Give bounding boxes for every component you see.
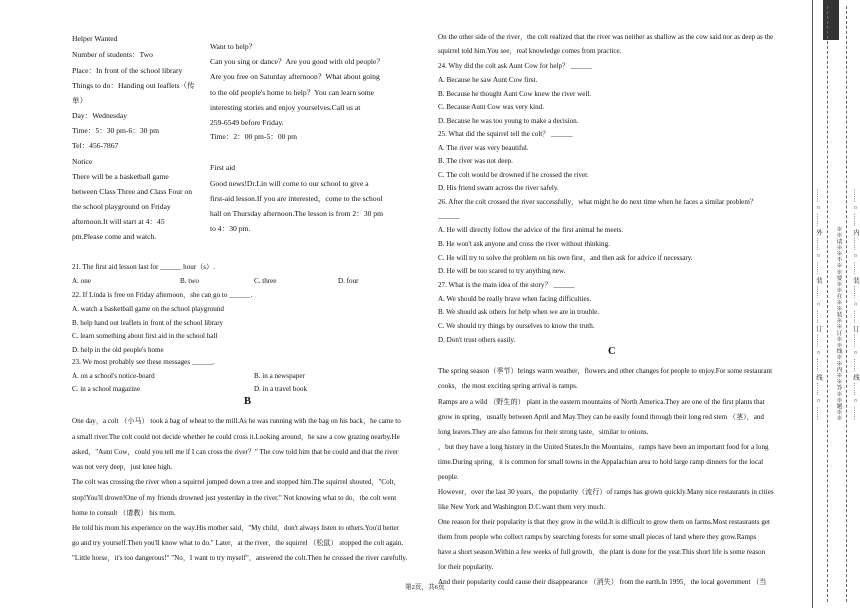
option-d: D. help in the old people's home — [72, 346, 164, 354]
passage-line: ，but they have a long history in the United States.In the Mountains，ramps have been an important food for a long — [438, 443, 769, 451]
option-b: B. in a newspaper — [254, 372, 305, 380]
question-22: 22. If Linda is free on Friday afternoon，she can go to ______. — [72, 291, 253, 299]
notice-line: the school playground on Friday — [72, 202, 171, 211]
passage-line: grow in spring，usually between April and May.They can be easily found through their long red stem （茎），and — [438, 413, 764, 421]
option-b: B. The river was not deep. — [438, 157, 513, 165]
option-c: C. in a school magazine — [72, 385, 140, 393]
option-a: A. Because he saw Aunt Cow first. — [438, 76, 538, 84]
notice-line: Notice — [72, 157, 93, 166]
notice-line: Helper Wanted — [72, 34, 118, 43]
notice-line: afternoon.It will start at 4：45 — [72, 217, 165, 226]
notice-line: hall on Thursday afternoon.The lesson is from 2：30 pm — [210, 209, 384, 218]
passage-line: for their popularity. — [438, 563, 494, 571]
notice-line: Time：2：00 pm-5：00 pm — [210, 132, 298, 141]
option-b: B. He won't ask anyone and cross the river without thinking. — [438, 240, 610, 248]
passage-line: go and try yourself.Then you'll know what to do." Later，at the river，the squirrel （松鼠） stopped the colt again. — [72, 539, 404, 547]
notice-line: First aid — [210, 163, 236, 172]
option-b: B. help hand out leaflets in front of the school library — [72, 319, 224, 327]
passage-line: The spring season（季节）brings warm weather，flowers and other changes for people to enjoy.For some restaurant — [438, 367, 773, 375]
passage-line: people. — [438, 473, 459, 481]
notice-line: Things to do：Handing out leaflets（传 — [72, 81, 195, 90]
answer-blank: ______ — [438, 212, 460, 220]
question-23: 23. We most probably see these messages ______. — [72, 358, 215, 366]
option-a: A. one — [72, 277, 91, 285]
passage-line: squirrel told him.You see，real knowledge comes from practice. — [438, 47, 622, 55]
question-21: 21. The first aid lesson last for ______ hour（s）. — [72, 263, 215, 271]
notice-line: first-aid lesson.If you are interested，come to the school — [210, 194, 383, 203]
question-25: 25. What did the squirrel tell the colt？ ______ — [438, 130, 573, 138]
passage-line: And their popularity could cause their disappearance （消失） from the earth.In 1995，the local government （当 — [438, 578, 767, 586]
option-c: C. Because Aunt Cow was very kind. — [438, 103, 544, 111]
passage-line: have a short season.Within a few weeks of full growth，the plant is done for the year.This short life is some reason — [438, 548, 766, 556]
option-b: B. two — [180, 277, 199, 285]
option-c: C. three — [254, 277, 277, 285]
passage-line: One reason for their popularity is that they grow in the wild.It is difficult to grow them on farms.Most restaurants get — [438, 518, 771, 526]
option-d: D. four — [338, 277, 359, 285]
passage-line: time.During spring，it is common for small towns in the Appalachian area to hold large ramp dinners for the local — [438, 458, 764, 466]
notice-line: Can you sing or dance？Are you good with old people？ — [210, 57, 384, 66]
passage-line: On the other side of the river，the colt realized that the river was neither as shallow as the cow said nor as deep as the — [438, 33, 774, 41]
passage-line: cooks，the most exciting spring arrival is ramps. — [438, 382, 578, 390]
option-c: C. learn something about first aid in the school hall — [72, 332, 218, 340]
passage-line: However，over the last 30 years，the popularity（流行）of ramps has grown quickly.Many nice restaurants in cities — [438, 488, 774, 496]
option-a: A. He will directly follow the advice of the first animal he meets. — [438, 226, 624, 234]
passage-line: "Little horse，it's too dangerous!" "No，I want to try myself"，answered the colt.Then he crossed the river carefully. — [72, 554, 408, 562]
page-number: 第2页，共6页 — [405, 584, 445, 591]
binding-dashed-line — [827, 6, 828, 602]
notice-line: 259-6549 before Friday. — [210, 118, 284, 127]
option-a: A. We should be really brave when facing difficulties. — [438, 295, 592, 303]
passage-line: a small river.The colt could not decide whether he could cross it.Looking around，he saw a cow grazing nearby.He — [72, 433, 400, 441]
notice-line: to 4：30 pm. — [210, 224, 251, 233]
notice-line: Good news!Dr.Lin will come to our school to give a — [210, 179, 369, 188]
passage-line: long leaves.They are also famous for their strong taste，similar to onions. — [438, 428, 649, 436]
question-26: 26. After the colt crossed the river successfully，what might he do next time when he faces a similar problem？ — [438, 198, 757, 206]
option-a: A. on a school's notice-board — [72, 372, 155, 380]
notice-line: interesting stories and enjoy yourselves.Call us at — [210, 103, 361, 112]
notice-line: Want to help？ — [210, 42, 257, 51]
question-27: 27. What is the main idea of the story？ ______ — [438, 281, 575, 289]
notice-line: Time：5：30 pm-6：30 pm — [72, 126, 160, 135]
option-b: B. We should ask others for help when we are in trouble. — [438, 308, 600, 316]
section-heading-b: B — [244, 396, 252, 407]
option-b: B. Because he thought Aunt Cow knew the river well. — [438, 90, 592, 98]
binding-marker — [823, 0, 839, 40]
notice-line: to the old people's home to help？You can learn some — [210, 88, 375, 97]
option-d: D. He will be too scared to try anything new. — [438, 267, 566, 275]
passage-line: He told his mom his experience on the way.His mother said，"My child，don't always listen to others.You'd better — [72, 524, 399, 532]
notice-line: pm.Please come and watch. — [72, 232, 157, 241]
binding-outer-line-label: …… ○ …… 外 …… ○ …… 装 …… ○ …… 订 …… ○ …… 线 …… ○ …… — [815, 189, 822, 421]
passage-line: The colt was crossing the river when a squirrel jumped down a tree and stopped him.The squirrel shouted，"Colt， — [72, 478, 401, 486]
notice-line: Day：Wednesday — [72, 111, 128, 120]
binding-warning: ※※请※※不※※要※※在※※装※※订※※线※※内※※答※※题※※ — [835, 226, 841, 422]
passage-line: Ramps are a wild （野生的） plant in the eastern mountains of North America.They are one of the first plants that — [438, 398, 765, 406]
option-c: C. We should try things by ourselves to know the truth. — [438, 322, 595, 330]
option-d: D. Don't trust others easily. — [438, 336, 516, 344]
option-d: D. Because he was too young to make a decision. — [438, 117, 579, 125]
passage-line: stop!You'll drown!One of my friends drowned just yesterday in the river." Not knowing what to do，the colt went — [72, 494, 397, 502]
notice-line: There will be a basketball game — [72, 172, 169, 181]
option-c: C. The colt would be drowned if he crossed the river. — [438, 171, 589, 179]
passage-line: asked，"Aunt Cow，could you tell me if I can cross the river？" The cow told him that he could and that the river — [72, 448, 399, 456]
passage-line: them from people who collect ramps by searching forests for some small pieces of land where they grow.Ramps — [438, 533, 757, 541]
binding-dashed-line — [846, 6, 847, 602]
option-a: A. The river was very beautiful. — [438, 144, 529, 152]
notice-line: Are you free on Saturday afternoon？What about going — [210, 72, 380, 81]
option-d: D. in a travel book — [254, 385, 307, 393]
question-24: 24. Why did the colt ask Aunt Cow for help？ ______ — [438, 62, 593, 70]
notice-line: 单） — [72, 96, 88, 105]
option-a: A. watch a basketball game on the school playground — [72, 305, 224, 313]
passage-line: One day，a colt （小马） took a bag of wheat to the mill.As he was running with the bag on his back，he came to — [72, 417, 401, 425]
passage-line: was not very deep，just knee high. — [72, 463, 173, 471]
notice-line: between Class Three and Class Four on — [72, 187, 193, 196]
notice-line: Tel：456-7867 — [72, 141, 119, 150]
binding-margin — [812, 0, 860, 608]
notice-line: Place：In front of the school library — [72, 66, 183, 75]
option-d: D. His friend swam across the river safely. — [438, 184, 559, 192]
section-heading-c: C — [608, 346, 616, 357]
option-c: C. He will try to solve the problem on his own first，and then ask for advice if necessary. — [438, 254, 693, 262]
binding-inner-line-label: …… ○ …… 内 …… ○ …… 装 …… ○ …… 订 …… ○ …… 线 …… ○ …… — [852, 189, 859, 421]
notice-line: Number of students：Two — [72, 50, 153, 59]
passage-line: home to consult （请教） his mom. — [72, 509, 176, 517]
passage-line: like New York and Washington D.C.want them very much. — [438, 503, 606, 511]
